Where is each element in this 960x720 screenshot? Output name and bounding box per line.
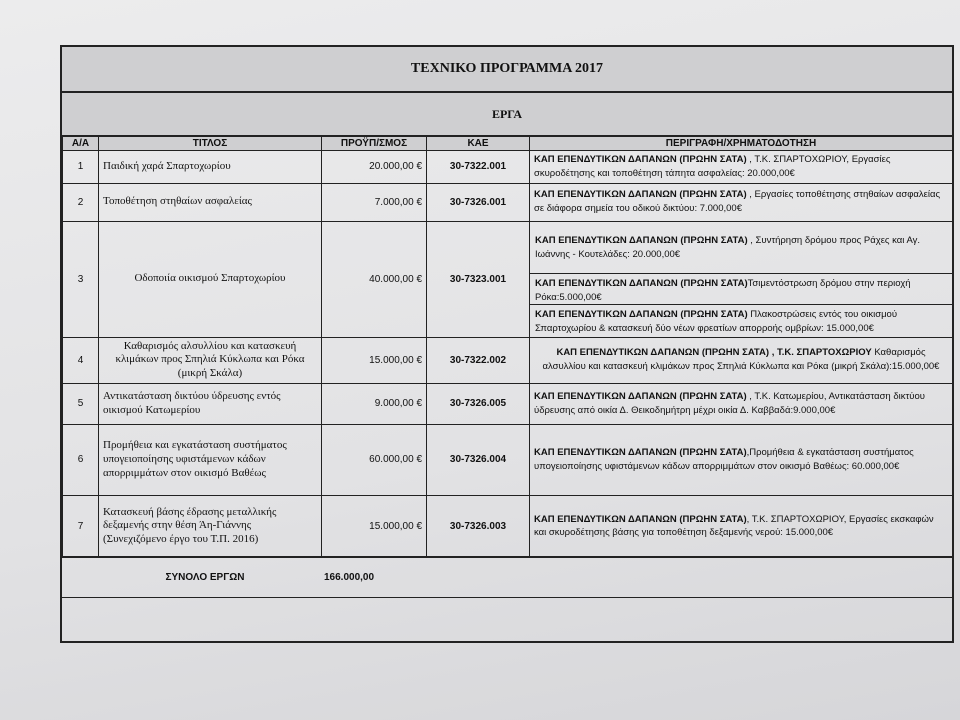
- row-kae: 30-7326.004: [427, 424, 530, 495]
- row-budget: 15.000,00 €: [322, 495, 427, 557]
- row-budget: 9.000,00 €: [322, 383, 427, 424]
- row-description: [530, 337, 953, 383]
- description-text: , Τ.Κ. ΣΠΑΡΤΟΧΩΡΙΟΥ, Εργασίες εκσκαφών και σκυροδέτησης βάσης για τοποθέτηση δεξαμενής νερού: 15.000,00€: [534, 513, 934, 539]
- table-row: [63, 495, 953, 557]
- description-text: , Εργασίες τοποθέτησης στηθαίων ασφαλείας σε διάφορα σημεία του οδικού δικτύου: 7.000,00€: [534, 189, 941, 215]
- table-row: [63, 337, 953, 383]
- funding-source: ΚΑΠ ΕΠΕΝΔΥΤΙΚΩΝ ΔΑΠΑΝΩΝ (ΠΡΩΗΝ ΣΑΤΑ): [534, 154, 747, 165]
- row-index: 3: [63, 221, 99, 337]
- row-index: 1: [63, 151, 99, 184]
- section-heading: ΕΡΓΑ: [62, 93, 952, 136]
- funding-source: ΚΑΠ ΕΠΕΝΔΥΤΙΚΩΝ ΔΑΠΑΝΩΝ (ΠΡΩΗΝ ΣΑΤΑ): [534, 391, 747, 403]
- table-row: [63, 383, 953, 424]
- row-description: [530, 151, 953, 184]
- empty-footer-row: [62, 598, 952, 641]
- row-description: [530, 183, 953, 221]
- table-header-row: [63, 137, 953, 151]
- total-label: ΣΥΝΟΛΟ ΕΡΓΩΝ: [165, 572, 245, 583]
- row-budget: 60.000,00 €: [322, 424, 427, 495]
- row-kae: 30-7322.001: [427, 151, 530, 184]
- header-index: Α/Α: [63, 137, 99, 151]
- row-title: Τοποθέτηση στηθαίων ασφαλείας: [99, 183, 322, 221]
- description-text: Τσιμεντόστρωση δρόμου στην περιοχή Ρόκα:5.000,00€: [535, 278, 911, 303]
- row-budget: 7.000,00 €: [322, 183, 427, 221]
- header-kae: ΚΑΕ: [427, 137, 530, 151]
- row-description: [530, 221, 953, 337]
- header-description: ΠΕΡΙΓΡΑΦΗ/ΧΡΗΜΑΤΟΔΟΤΗΣΗ: [530, 137, 953, 151]
- description-text: , Συντήρηση δρόμου προς Ράχες και Αγ. Ιωάννης - Κουτελάδες: 20.000,00€: [535, 234, 921, 260]
- funding-source: ΚΑΠ ΕΠΕΝΔΥΤΙΚΩΝ ΔΑΠΑΝΩΝ (ΠΡΩΗΝ ΣΑΤΑ): [534, 513, 747, 525]
- row-budget: 20.000,00 €: [322, 151, 427, 184]
- row-index: 4: [63, 337, 99, 383]
- funding-source: ΚΑΠ ΕΠΕΝΔΥΤΙΚΩΝ ΔΑΠΑΝΩΝ (ΠΡΩΗΝ ΣΑΤΑ): [535, 278, 748, 290]
- table-row: [63, 183, 953, 221]
- funding-source: ΚΑΠ ΕΠΕΝΔΥΤΙΚΩΝ ΔΑΠΑΝΩΝ (ΠΡΩΗΝ ΣΑΤΑ): [535, 234, 748, 246]
- row-budget: 15.000,00 €: [322, 337, 427, 383]
- row-kae: 30-7322.002: [427, 337, 530, 383]
- row-description: [530, 495, 953, 557]
- row-budget: 40.000,00 €: [322, 221, 427, 337]
- description-text: ,Προμήθεια & εγκατάσταση συστήματος υπογειοποίησης υφιστάμενων κάδων απορριμμάτων στον οικισμό Βαθέως: 60.000,00€: [534, 447, 914, 472]
- total-row: [62, 556, 952, 598]
- row-kae: 30-7326.005: [427, 383, 530, 424]
- row-title: Αντικατάσταση δικτύου ύδρευσης εντός οικισμού Κατωμερίου: [99, 383, 322, 424]
- funding-source: ΚΑΠ ΕΠΕΝΔΥΤΙΚΩΝ ΔΑΠΑΝΩΝ (ΠΡΩΗΝ ΣΑΤΑ) , Τ.Κ. ΣΠΑΡΤΟΧΩΡΙΟΥ: [556, 347, 872, 359]
- table-row: [63, 221, 953, 337]
- funding-source: ΚΑΠ ΕΠΕΝΔΥΤΙΚΩΝ ΔΑΠΑΝΩΝ (ΠΡΩΗΝ ΣΑΤΑ): [534, 447, 747, 459]
- header-title: ΤΙΤΛΟΣ: [99, 137, 322, 151]
- row-title: Κατασκευή βάσης έδρασης μεταλλικής δεξαμενής στην θέση Άη-Γιάννης (Συνεχιζόμενο έργο του Τ.Π. 2016): [99, 495, 322, 557]
- row-title: Παιδική χαρά Σπαρτοχωρίου: [99, 151, 322, 184]
- description-text: , Τ.Κ. ΣΠΑΡΤΟΧΩΡΙΟΥ, Εργασίες σκυροδέτησης και τοποθέτηση τάπητα ασφαλείας: 20.000,00€: [534, 154, 891, 179]
- funding-source: ΚΑΠ ΕΠΕΝΔΥΤΙΚΩΝ ΔΑΠΑΝΩΝ (ΠΡΩΗΝ ΣΑΤΑ): [535, 309, 748, 321]
- description-line: [530, 274, 952, 305]
- total-value: 166.000,00: [324, 572, 375, 583]
- document-title: ΤΕΧΝΙΚΟ ΠΡΟΓΡΑΜΜΑ 2017: [62, 47, 952, 93]
- row-kae: 30-7323.001: [427, 221, 530, 337]
- description-text: Καθαρισμός αλσυλλίου και κατασκευή κλιμάκων προς Σπηλιά Κύκλωπα και Ρόκα (μικρή Σκάλα):15.000,00€: [542, 347, 940, 373]
- row-description: [530, 424, 953, 495]
- table-row: [63, 424, 953, 495]
- description-text: , Τ.Κ. Κατωμερίου, Αντικατάσταση δικτύου ύδρευσης από οικία Δ. Θεικοδημήτρη μέχρι οικία Δ. Καββαδά:9.000,00€: [534, 391, 925, 416]
- row-index: 5: [63, 383, 99, 424]
- header-budget: ΠΡΟΫΠ/ΣΜΟΣ: [322, 137, 427, 151]
- row-description: [530, 383, 953, 424]
- works-table: [62, 136, 953, 558]
- table-row: [63, 151, 953, 184]
- description-line: [530, 305, 952, 336]
- row-index: 6: [63, 424, 99, 495]
- description-line: [530, 222, 952, 274]
- description-text: Πλακοστρώσεις εντός του οικισμού Σπαρτοχωρίου & κατασκευή δύο νέων φρεατίων απορροής ομβρίων: 15.000,00€: [535, 309, 898, 334]
- row-kae: 30-7326.003: [427, 495, 530, 557]
- row-kae: 30-7326.001: [427, 183, 530, 221]
- row-title: Οδοποιία οικισμού Σπαρτοχωρίου: [99, 221, 322, 337]
- row-index: 2: [63, 183, 99, 221]
- row-index: 7: [63, 495, 99, 557]
- row-title: Καθαρισμός αλσυλλίου και κατασκευή κλιμάκων προς Σπηλιά Κύκλωπα και Ρόκα (μικρή Σκάλα): [99, 337, 322, 383]
- row-title: Προμήθεια και εγκατάσταση συστήματος υπογειοποίησης υφιστάμενων κάδων απορριμμάτων στον οικισμό Βαθέως: [99, 424, 322, 495]
- funding-source: ΚΑΠ ΕΠΕΝΔΥΤΙΚΩΝ ΔΑΠΑΝΩΝ (ΠΡΩΗΝ ΣΑΤΑ): [534, 189, 747, 201]
